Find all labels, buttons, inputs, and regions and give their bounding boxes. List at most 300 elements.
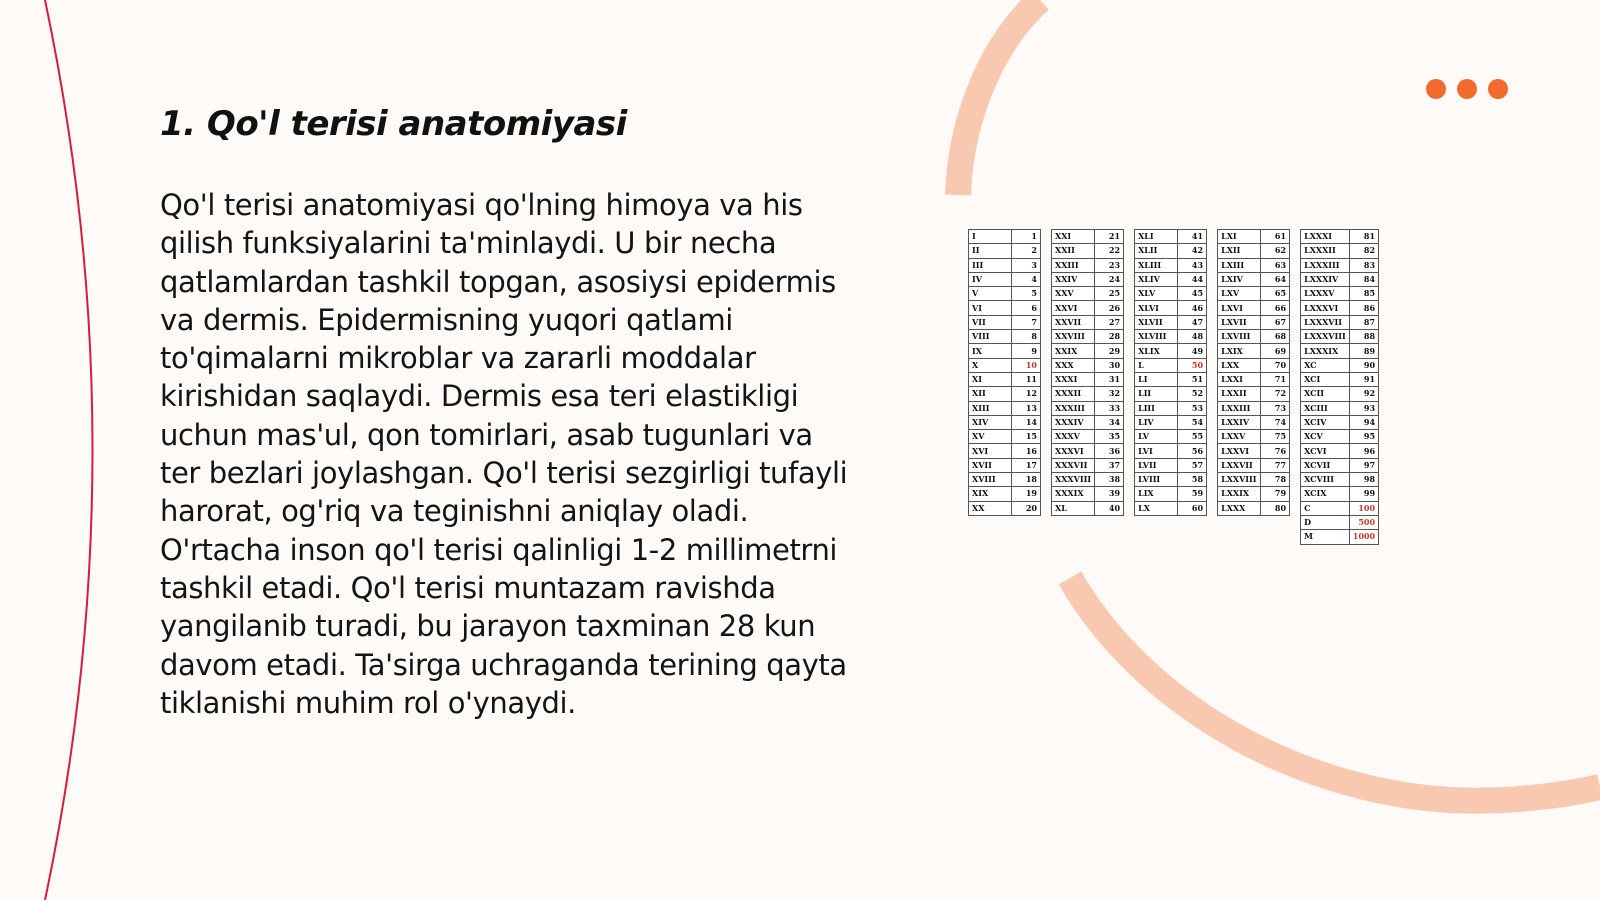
table-row [1135, 301, 1207, 315]
table-row [1135, 258, 1207, 272]
table-row [969, 415, 1041, 429]
table-row [1135, 244, 1207, 258]
table-row [1301, 272, 1379, 286]
roman-numeral-cell: LII [1135, 387, 1178, 401]
roman-table-column [1134, 229, 1207, 516]
dot-icon [1457, 79, 1477, 99]
arabic-number-cell: 32 [1095, 387, 1124, 401]
table-row [1301, 401, 1379, 415]
arabic-number-cell: 43 [1178, 258, 1207, 272]
arabic-number-cell: 94 [1349, 415, 1378, 429]
roman-numerals-table-image [968, 229, 1379, 545]
table-row [969, 330, 1041, 344]
arabic-number-cell: 76 [1261, 444, 1290, 458]
arabic-number-cell: 72 [1261, 387, 1290, 401]
arabic-number-cell: 70 [1261, 358, 1290, 372]
table-row [1218, 415, 1290, 429]
table-row [1052, 330, 1124, 344]
roman-numeral-cell: XCVII [1301, 458, 1350, 472]
table-row [1135, 358, 1207, 372]
roman-numeral-cell: V [969, 287, 1012, 301]
roman-numeral-cell: LXXII [1218, 387, 1261, 401]
roman-numeral-cell: LX [1135, 501, 1178, 515]
table-row [1301, 458, 1379, 472]
roman-numeral-cell: LXI [1218, 230, 1261, 244]
roman-numeral-cell: XXXVIII [1052, 473, 1095, 487]
table-row [1218, 330, 1290, 344]
roman-numeral-cell: XXXII [1052, 387, 1095, 401]
arabic-number-cell: 1000 [1349, 530, 1378, 544]
table-row [969, 430, 1041, 444]
roman-numeral-cell: XXIX [1052, 344, 1095, 358]
roman-numeral-cell: XC [1301, 358, 1350, 372]
roman-numeral-cell: XXXIV [1052, 415, 1095, 429]
table-row [1218, 387, 1290, 401]
roman-numeral-cell: XIII [969, 401, 1012, 415]
arabic-number-cell: 6 [1012, 301, 1041, 315]
table-row [1052, 430, 1124, 444]
arc-top [958, 0, 1040, 195]
roman-numeral-cell: X [969, 358, 1012, 372]
arabic-number-cell: 68 [1261, 330, 1290, 344]
roman-numeral-cell: LXXIV [1218, 415, 1261, 429]
table-row [1135, 330, 1207, 344]
table-row [1052, 272, 1124, 286]
arabic-number-cell: 38 [1095, 473, 1124, 487]
roman-numeral-cell: XCI [1301, 372, 1350, 386]
arabic-number-cell: 50 [1178, 358, 1207, 372]
roman-numeral-cell: XLV [1135, 287, 1178, 301]
roman-numeral-cell: XLIV [1135, 272, 1178, 286]
arabic-number-cell: 82 [1349, 244, 1378, 258]
table-row [1052, 401, 1124, 415]
table-row [1052, 458, 1124, 472]
arabic-number-cell: 500 [1349, 515, 1378, 529]
table-row [969, 287, 1041, 301]
arabic-number-cell: 42 [1178, 244, 1207, 258]
table-row [1135, 473, 1207, 487]
arabic-number-cell: 81 [1349, 230, 1378, 244]
arabic-number-cell: 86 [1349, 301, 1378, 315]
table-row [1052, 301, 1124, 315]
roman-numeral-cell: LXV [1218, 287, 1261, 301]
arabic-number-cell: 46 [1178, 301, 1207, 315]
arabic-number-cell: 75 [1261, 430, 1290, 444]
table-row [1135, 444, 1207, 458]
arabic-number-cell: 25 [1095, 287, 1124, 301]
arabic-number-cell: 16 [1012, 444, 1041, 458]
arabic-number-cell: 28 [1095, 330, 1124, 344]
arabic-number-cell: 19 [1012, 487, 1041, 501]
roman-numeral-cell: XX [969, 501, 1012, 515]
roman-numeral-cell: XXIV [1052, 272, 1095, 286]
table-row [1135, 487, 1207, 501]
roman-table-column [1051, 229, 1124, 516]
roman-numeral-cell: LXXVIII [1218, 473, 1261, 487]
table-row [1301, 258, 1379, 272]
roman-numeral-cell: XCIII [1301, 401, 1350, 415]
roman-numeral-cell: I [969, 230, 1012, 244]
arabic-number-cell: 67 [1261, 315, 1290, 329]
roman-numeral-cell: II [969, 244, 1012, 258]
roman-numeral-cell: LXXX [1218, 501, 1261, 515]
roman-numeral-cell: LXII [1218, 244, 1261, 258]
table-row [1218, 458, 1290, 472]
arabic-number-cell: 87 [1349, 315, 1378, 329]
arabic-number-cell: 52 [1178, 387, 1207, 401]
table-row [1218, 244, 1290, 258]
table-row [969, 230, 1041, 244]
table-row [969, 272, 1041, 286]
table-row [1301, 230, 1379, 244]
table-row [969, 458, 1041, 472]
table-row [1301, 487, 1379, 501]
table-row [1052, 372, 1124, 386]
arabic-number-cell: 49 [1178, 344, 1207, 358]
arabic-number-cell: 90 [1349, 358, 1378, 372]
roman-table-column [1300, 229, 1379, 545]
table-row [1052, 258, 1124, 272]
arabic-number-cell: 78 [1261, 473, 1290, 487]
table-row [1218, 287, 1290, 301]
roman-numeral-cell: LVIII [1135, 473, 1178, 487]
roman-numeral-cell: XV [969, 430, 1012, 444]
roman-numeral-cell: XLIII [1135, 258, 1178, 272]
table-row [1052, 358, 1124, 372]
table-row [969, 301, 1041, 315]
slide-body-text: Qo'l terisi anatomiyasi qo'lning himoya va his qilish funksiyalarini ta'minlaydi. U bir necha qatlamlardan tashkil topgan, asosiysi epidermis va dermis. Epidermisning yuqori qatlami to'qimalarni mikroblar va zararli moddalar kirishidan saqlaydi. Dermis esa teri elastikligi uchun mas'ul, qon tomirlari, asab tugunlari va ter bezlari joylashgan. Qo'l terisi sezgirligi tufayli harorat, og'riq va teginishni aniqlay oladi. O'rtacha inson qo'l terisi qalinligi 1-2 millimetrni tashkil etadi. Qo'l terisi muntazam ravishda yangilanib turadi, bu jarayon taxminan 28 kun davom etadi. Ta'sirga uchraganda terining qayta tiklanishi muhim rol o'ynaydi. [160, 188, 848, 720]
table-row [969, 387, 1041, 401]
table-row [969, 372, 1041, 386]
table-row [1052, 244, 1124, 258]
roman-numeral-cell: LXXI [1218, 372, 1261, 386]
arabic-number-cell: 41 [1178, 230, 1207, 244]
roman-numeral-cell: XIV [969, 415, 1012, 429]
table-row [1301, 287, 1379, 301]
arabic-number-cell: 61 [1261, 230, 1290, 244]
table-row [1052, 387, 1124, 401]
arabic-number-cell: 88 [1349, 330, 1378, 344]
table-row [1135, 415, 1207, 429]
table-row [1301, 444, 1379, 458]
roman-numeral-cell: LXIX [1218, 344, 1261, 358]
roman-numeral-cell: VII [969, 315, 1012, 329]
arabic-number-cell: 59 [1178, 487, 1207, 501]
roman-numeral-cell: LI [1135, 372, 1178, 386]
table-row [1218, 501, 1290, 515]
roman-numeral-cell: LVI [1135, 444, 1178, 458]
table-row [969, 358, 1041, 372]
roman-numeral-cell: XXXVI [1052, 444, 1095, 458]
arabic-number-cell: 5 [1012, 287, 1041, 301]
roman-numeral-cell: LXXXVI [1301, 301, 1350, 315]
arabic-number-cell: 60 [1178, 501, 1207, 515]
slide-title: 1. Qo'l terisi anatomiyasi [160, 104, 627, 144]
arabic-number-cell: 44 [1178, 272, 1207, 286]
table-row [1135, 501, 1207, 515]
table-row [1301, 530, 1379, 544]
table-row [1052, 344, 1124, 358]
arabic-number-cell: 11 [1012, 372, 1041, 386]
arabic-number-cell: 21 [1095, 230, 1124, 244]
roman-numeral-cell: XXXI [1052, 372, 1095, 386]
arabic-number-cell: 80 [1261, 501, 1290, 515]
roman-numeral-cell: IV [969, 272, 1012, 286]
table-row [969, 401, 1041, 415]
arabic-number-cell: 55 [1178, 430, 1207, 444]
arabic-number-cell: 14 [1012, 415, 1041, 429]
table-row [1218, 358, 1290, 372]
arabic-number-cell: 17 [1012, 458, 1041, 472]
roman-numeral-cell: LXIV [1218, 272, 1261, 286]
table-row [1052, 444, 1124, 458]
table-row [1301, 301, 1379, 315]
roman-numeral-cell: C [1301, 501, 1350, 515]
roman-numeral-cell: XXII [1052, 244, 1095, 258]
roman-numeral-cell: XVIII [969, 473, 1012, 487]
roman-numeral-cell: LXXVI [1218, 444, 1261, 458]
arabic-number-cell: 83 [1349, 258, 1378, 272]
arabic-number-cell: 31 [1095, 372, 1124, 386]
roman-numeral-cell: XXXIII [1052, 401, 1095, 415]
table-row [1301, 244, 1379, 258]
arabic-number-cell: 98 [1349, 473, 1378, 487]
arabic-number-cell: 27 [1095, 315, 1124, 329]
roman-numeral-cell: XVI [969, 444, 1012, 458]
roman-numeral-cell: XCIV [1301, 415, 1350, 429]
table-row [1052, 230, 1124, 244]
table-row [1135, 430, 1207, 444]
roman-numeral-cell: XLVII [1135, 315, 1178, 329]
table-row [969, 258, 1041, 272]
dot-icon [1488, 79, 1508, 99]
table-row [1301, 358, 1379, 372]
table-row [1218, 430, 1290, 444]
roman-numeral-cell: D [1301, 515, 1350, 529]
roman-numeral-cell: LXXV [1218, 430, 1261, 444]
table-row [969, 244, 1041, 258]
arabic-number-cell: 24 [1095, 272, 1124, 286]
roman-numeral-cell: XXX [1052, 358, 1095, 372]
table-row [1135, 401, 1207, 415]
arabic-number-cell: 8 [1012, 330, 1041, 344]
table-row [1218, 473, 1290, 487]
roman-numeral-cell: LXXXVIII [1301, 330, 1350, 344]
table-row [1135, 387, 1207, 401]
table-row [1135, 272, 1207, 286]
arabic-number-cell: 95 [1349, 430, 1378, 444]
roman-numeral-cell: XXVIII [1052, 330, 1095, 344]
arabic-number-cell: 84 [1349, 272, 1378, 286]
table-row [1218, 258, 1290, 272]
table-row [969, 501, 1041, 515]
roman-numeral-cell: XLII [1135, 244, 1178, 258]
arabic-number-cell: 62 [1261, 244, 1290, 258]
table-row [1052, 473, 1124, 487]
arabic-number-cell: 91 [1349, 372, 1378, 386]
arabic-number-cell: 10 [1012, 358, 1041, 372]
arabic-number-cell: 73 [1261, 401, 1290, 415]
arabic-number-cell: 74 [1261, 415, 1290, 429]
table-row [1052, 501, 1124, 515]
arabic-number-cell: 40 [1095, 501, 1124, 515]
arabic-number-cell: 2 [1012, 244, 1041, 258]
roman-numeral-cell: XLI [1135, 230, 1178, 244]
arabic-number-cell: 63 [1261, 258, 1290, 272]
roman-numeral-cell: III [969, 258, 1012, 272]
table-row [1135, 287, 1207, 301]
roman-numeral-cell: LXXXIV [1301, 272, 1350, 286]
table-row [1218, 315, 1290, 329]
table-row [1135, 344, 1207, 358]
table-row [969, 315, 1041, 329]
table-row [1301, 372, 1379, 386]
roman-numeral-cell: LXVI [1218, 301, 1261, 315]
arabic-number-cell: 57 [1178, 458, 1207, 472]
arabic-number-cell: 4 [1012, 272, 1041, 286]
left-curve-line [45, 0, 93, 900]
arabic-number-cell: 34 [1095, 415, 1124, 429]
table-row [1301, 387, 1379, 401]
table-row [1301, 515, 1379, 529]
arabic-number-cell: 37 [1095, 458, 1124, 472]
arc-bottom [1070, 578, 1600, 801]
roman-numeral-cell: XII [969, 387, 1012, 401]
roman-numeral-cell: XL [1052, 501, 1095, 515]
arabic-number-cell: 93 [1349, 401, 1378, 415]
roman-numeral-cell: LXXXII [1301, 244, 1350, 258]
table-row [1218, 401, 1290, 415]
arabic-number-cell: 30 [1095, 358, 1124, 372]
arabic-number-cell: 48 [1178, 330, 1207, 344]
roman-table-column [1217, 229, 1290, 516]
roman-numeral-cell: XLVIII [1135, 330, 1178, 344]
table-row [1218, 230, 1290, 244]
table-row [969, 444, 1041, 458]
table-row [1218, 487, 1290, 501]
arabic-number-cell: 71 [1261, 372, 1290, 386]
arabic-number-cell: 54 [1178, 415, 1207, 429]
table-row [1052, 415, 1124, 429]
arabic-number-cell: 97 [1349, 458, 1378, 472]
roman-numeral-cell: L [1135, 358, 1178, 372]
roman-numeral-cell: LXIII [1218, 258, 1261, 272]
menu-dots [1426, 79, 1508, 99]
arabic-number-cell: 18 [1012, 473, 1041, 487]
arabic-number-cell: 64 [1261, 272, 1290, 286]
roman-numeral-cell: XCII [1301, 387, 1350, 401]
table-row [1301, 501, 1379, 515]
arabic-number-cell: 58 [1178, 473, 1207, 487]
roman-numeral-cell: XXV [1052, 287, 1095, 301]
table-row [1052, 487, 1124, 501]
roman-numeral-cell: VIII [969, 330, 1012, 344]
roman-numeral-cell: LXVII [1218, 315, 1261, 329]
arabic-number-cell: 23 [1095, 258, 1124, 272]
roman-numeral-cell: XCVIII [1301, 473, 1350, 487]
table-row [1301, 430, 1379, 444]
arabic-number-cell: 39 [1095, 487, 1124, 501]
roman-numeral-cell: LIX [1135, 487, 1178, 501]
table-row [1218, 372, 1290, 386]
arabic-number-cell: 13 [1012, 401, 1041, 415]
arabic-number-cell: 47 [1178, 315, 1207, 329]
arabic-number-cell: 96 [1349, 444, 1378, 458]
roman-numeral-cell: LXXVII [1218, 458, 1261, 472]
roman-numeral-cell: XVII [969, 458, 1012, 472]
arabic-number-cell: 69 [1261, 344, 1290, 358]
arabic-number-cell: 15 [1012, 430, 1041, 444]
dot-icon [1426, 79, 1446, 99]
roman-numeral-cell: XCVI [1301, 444, 1350, 458]
table-row [969, 487, 1041, 501]
table-row [1301, 315, 1379, 329]
arabic-number-cell: 22 [1095, 244, 1124, 258]
arabic-number-cell: 29 [1095, 344, 1124, 358]
table-row [1052, 315, 1124, 329]
arabic-number-cell: 89 [1349, 344, 1378, 358]
arabic-number-cell: 100 [1349, 501, 1378, 515]
roman-numeral-cell: LXXXV [1301, 287, 1350, 301]
roman-numeral-cell: XLVI [1135, 301, 1178, 315]
roman-numeral-cell: XXVI [1052, 301, 1095, 315]
arabic-number-cell: 53 [1178, 401, 1207, 415]
roman-numeral-cell: XI [969, 372, 1012, 386]
roman-numeral-cell: LIII [1135, 401, 1178, 415]
arabic-number-cell: 56 [1178, 444, 1207, 458]
arabic-number-cell: 36 [1095, 444, 1124, 458]
roman-numeral-cell: LXXXI [1301, 230, 1350, 244]
table-row [969, 473, 1041, 487]
table-row [1301, 415, 1379, 429]
arabic-number-cell: 65 [1261, 287, 1290, 301]
roman-numeral-cell: LIV [1135, 415, 1178, 429]
roman-numeral-cell: IX [969, 344, 1012, 358]
arabic-number-cell: 79 [1261, 487, 1290, 501]
arabic-number-cell: 12 [1012, 387, 1041, 401]
table-row [1218, 301, 1290, 315]
table-row [1052, 287, 1124, 301]
roman-numeral-cell: XXVII [1052, 315, 1095, 329]
arabic-number-cell: 66 [1261, 301, 1290, 315]
roman-numeral-cell: XIX [969, 487, 1012, 501]
roman-numeral-cell: LV [1135, 430, 1178, 444]
roman-numeral-cell: XCV [1301, 430, 1350, 444]
table-row [1218, 272, 1290, 286]
roman-numeral-cell: XCIX [1301, 487, 1350, 501]
roman-numeral-cell: XXXVII [1052, 458, 1095, 472]
table-row [1135, 230, 1207, 244]
roman-numeral-cell: XXXV [1052, 430, 1095, 444]
roman-numeral-cell: LXXIX [1218, 487, 1261, 501]
roman-numeral-cell: XXXIX [1052, 487, 1095, 501]
table-row [1135, 372, 1207, 386]
arabic-number-cell: 35 [1095, 430, 1124, 444]
roman-numeral-cell: LXVIII [1218, 330, 1261, 344]
table-row [1301, 473, 1379, 487]
table-row [969, 344, 1041, 358]
roman-numeral-cell: LXXXIII [1301, 258, 1350, 272]
arabic-number-cell: 33 [1095, 401, 1124, 415]
arabic-number-cell: 20 [1012, 501, 1041, 515]
roman-numeral-cell: LXX [1218, 358, 1261, 372]
table-row [1301, 344, 1379, 358]
arabic-number-cell: 3 [1012, 258, 1041, 272]
roman-numeral-cell: XLIX [1135, 344, 1178, 358]
table-row [1135, 458, 1207, 472]
table-row [1301, 330, 1379, 344]
table-row [1218, 344, 1290, 358]
